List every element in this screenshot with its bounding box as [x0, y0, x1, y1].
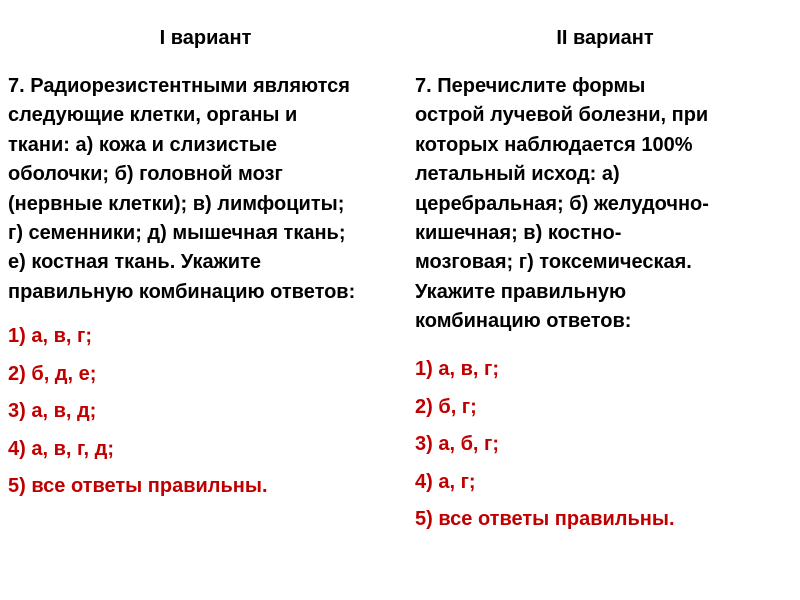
answer-option: 1) а, в, г; — [415, 358, 499, 380]
question-line: 7. Радиорезистентными являются — [8, 75, 350, 97]
question-line: летальный исход: а) — [415, 163, 620, 186]
answer-option: 2) б, г; — [415, 395, 477, 418]
question-line: кишечная; в) костно- — [415, 222, 622, 245]
variant-1-answer-list — [8, 318, 268, 506]
question-line: 7. Перечислите формы — [415, 75, 646, 97]
question-line: г) семенники; д) мышечная ткань; — [8, 222, 346, 245]
question-line: оболочки; б) головной мозг — [8, 163, 283, 186]
question-line: которых наблюдается 100% — [415, 133, 693, 156]
question-line: Укажите правильную — [415, 280, 627, 303]
answer-option: 5) все ответы правильны. — [8, 475, 268, 497]
answer-option: 1) а, в, г; — [8, 325, 92, 347]
answer-option: 3) а, б, г; — [415, 433, 500, 455]
variant-2-answer-list — [415, 351, 675, 539]
question-line: церебральная; б) желудочно- — [415, 192, 709, 215]
question-line: комбинацию ответов: — [415, 310, 632, 333]
question-line: (нервные клетки); в) лимфоциты; — [8, 192, 345, 215]
question-line: е) костная ткань. Укажите — [8, 251, 262, 274]
answer-option: 4) а, г; — [415, 470, 476, 493]
answer-option: 2) б, д, е; — [8, 362, 97, 385]
answer-option: 4) а, в, г, д; — [8, 437, 115, 460]
variant-2-header: II вариант — [556, 27, 654, 49]
variant-1-question — [8, 72, 355, 307]
question-line: ткани: а) кожа и слизистые — [8, 133, 277, 156]
question-line: мозговая; г) токсемическая. — [415, 251, 692, 274]
answer-option: 3) а, в, д; — [8, 400, 97, 422]
variant-1-header: I вариант — [159, 27, 252, 49]
variant-2-question — [415, 72, 709, 337]
question-line: правильную комбинацию ответов: — [8, 280, 356, 303]
question-line: следующие клетки, органы и — [8, 104, 298, 127]
question-line: острой лучевой болезни, при — [415, 104, 709, 127]
answer-option: 5) все ответы правильны. — [415, 508, 675, 530]
